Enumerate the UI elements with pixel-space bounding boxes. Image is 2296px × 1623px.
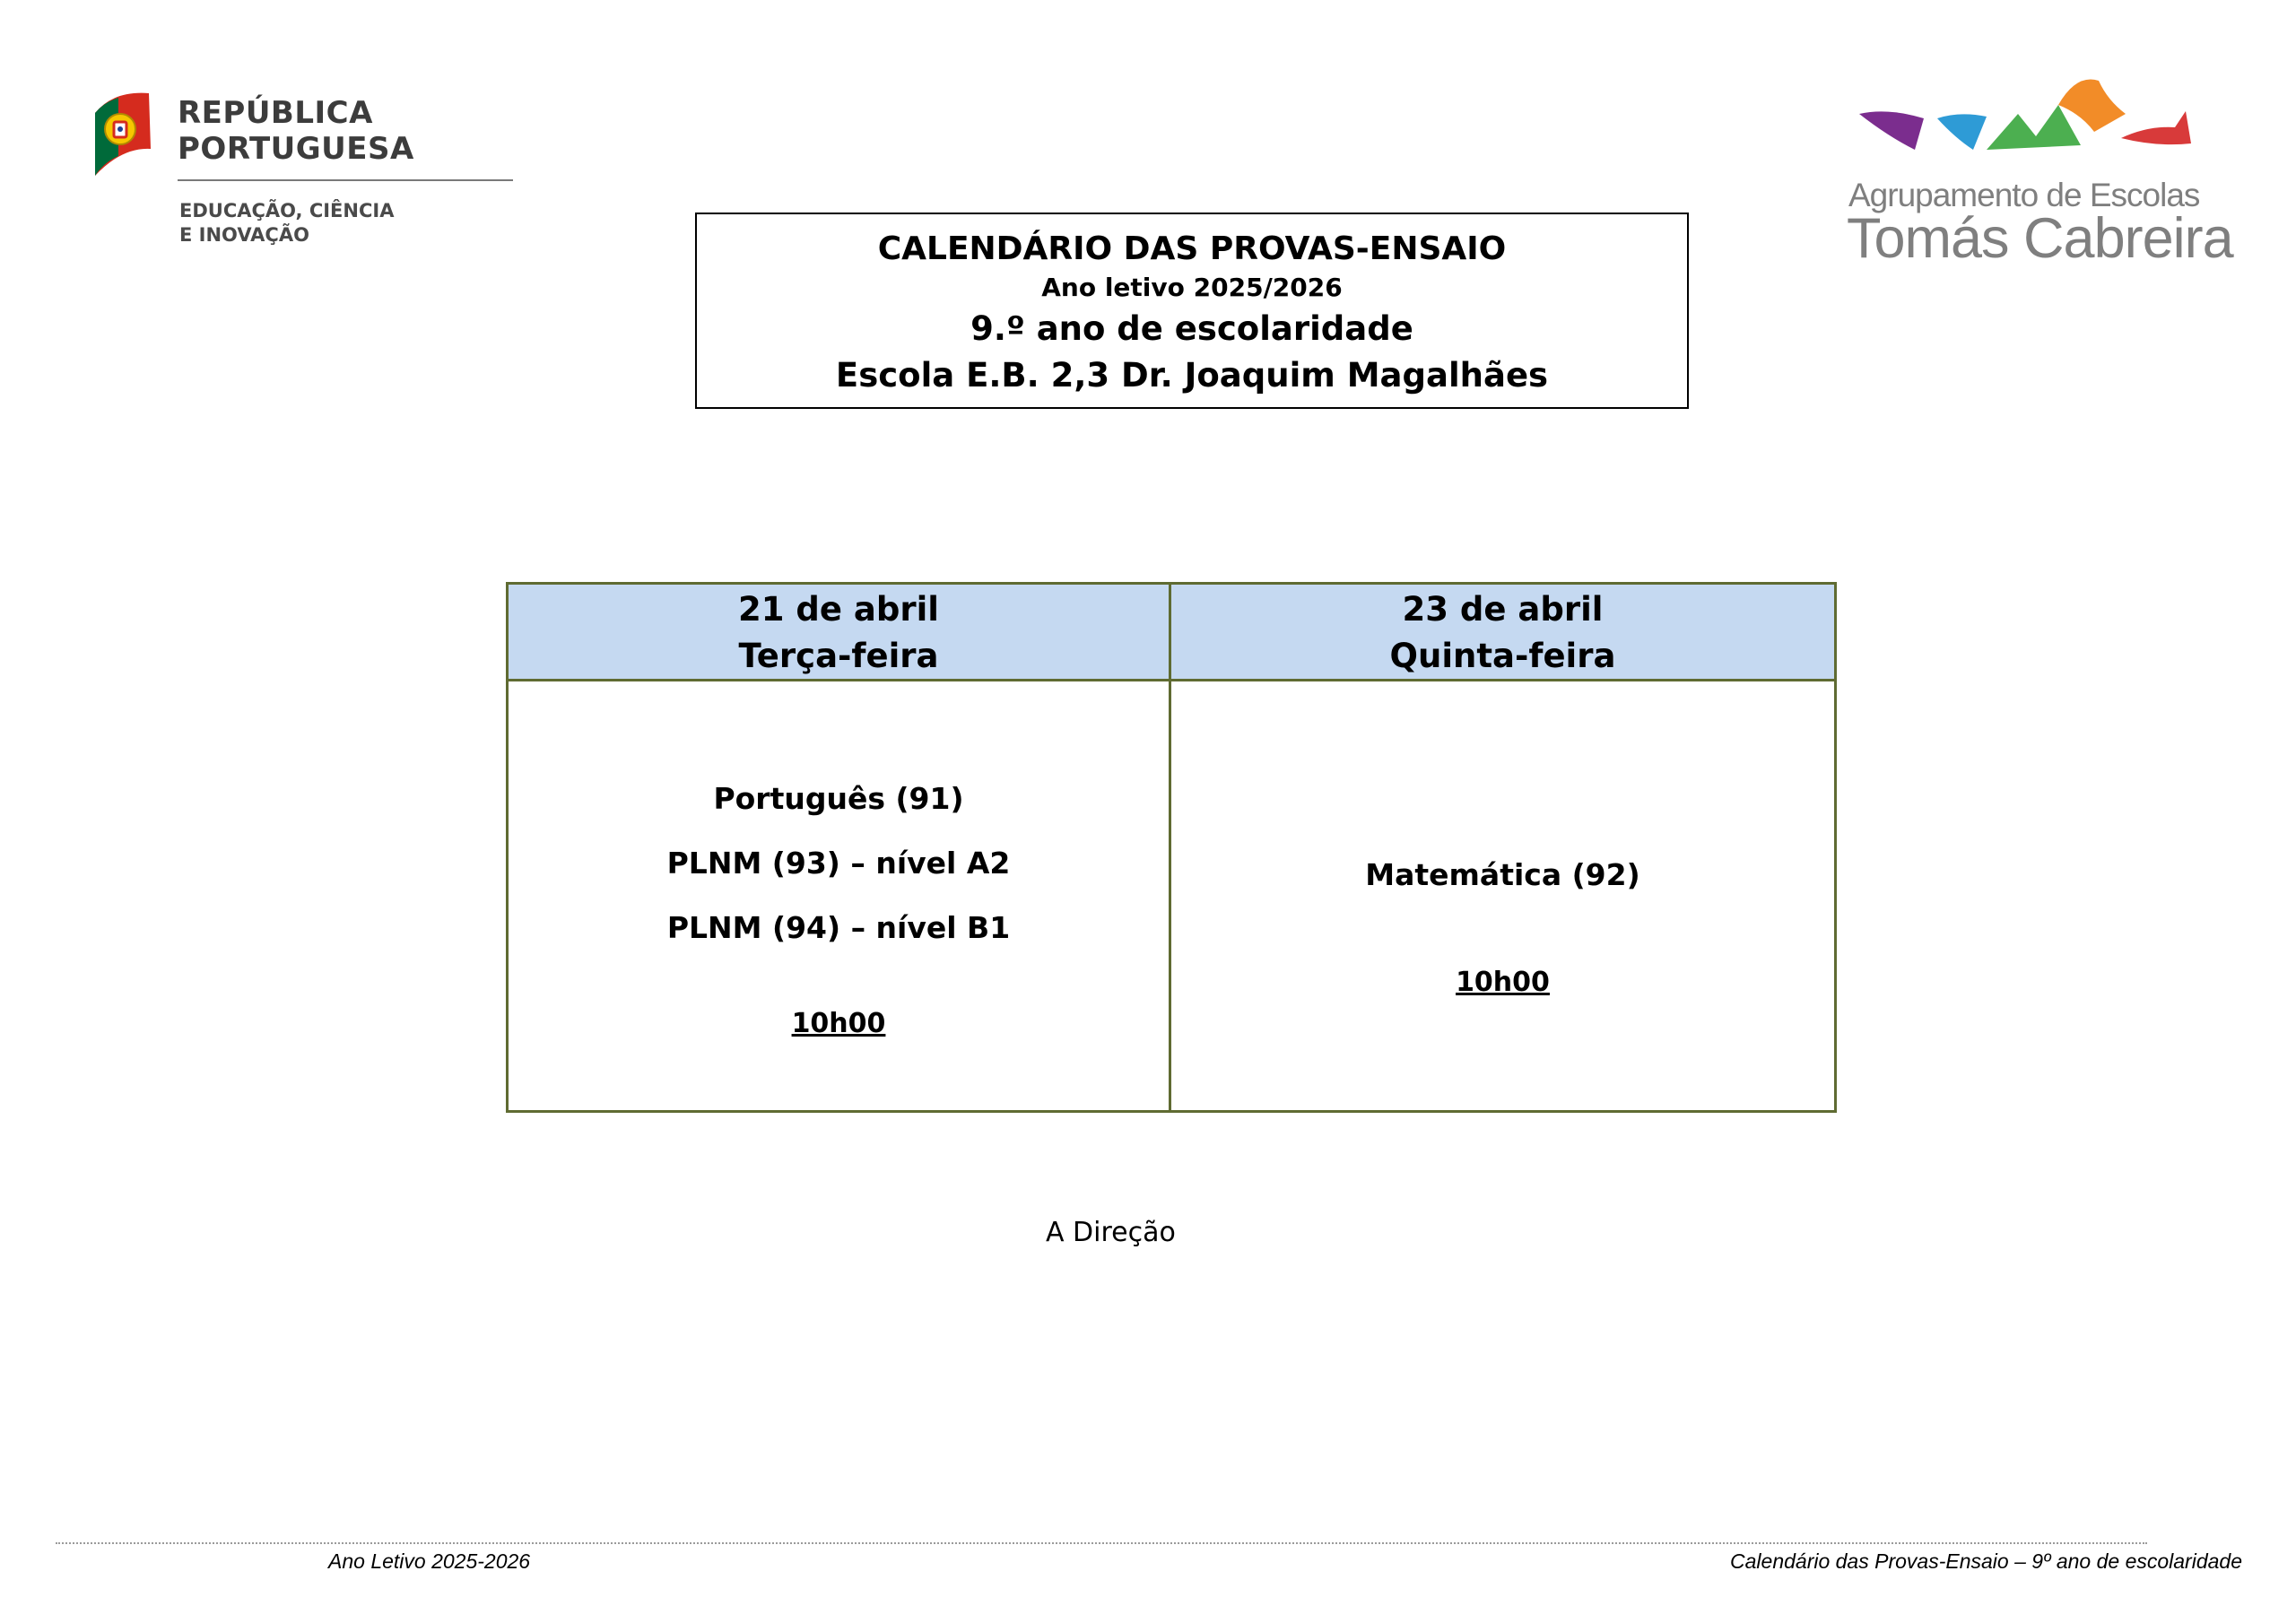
subject-item: Português (91) [713,781,964,816]
day2-weekday: Quinta-feira [1389,637,1616,675]
school-logo [1843,74,2233,271]
school-name: Escola E.B. 2,3 Dr. Joaquim Magalhães [835,356,1549,395]
subject-item: Matemática (92) [1365,857,1640,892]
day1-weekday: Terça-feira [738,637,939,675]
school-year: Ano letivo 2025/2026 [1041,273,1343,302]
subject-item: PLNM (93) – nível A2 [666,846,1011,881]
republica-portuguesa-logo [86,86,445,265]
column-body-day2 [1171,681,1834,1110]
footer-school-year: Ano Letivo 2025-2026 [328,1549,531,1573]
grade-level: 9.º ano de escolaridade [970,309,1413,348]
gov-ministry: EDUCAÇÃO, CIÊNCIA E INOVAÇÃO [179,200,395,246]
gov-logo-divider [178,179,513,181]
day2-subjects [1171,843,1834,907]
column-body-day1 [509,681,1171,1110]
day1-date: 21 de abril [738,590,939,629]
day2-time: 10h00 [1456,967,1550,998]
document-title: CALENDÁRIO DAS PROVAS-ENSAIO [877,230,1507,267]
portuguese-flag-icon [86,86,156,185]
footer-document-title: Calendário das Provas-Ensaio – 9º ano de escolaridade [1730,1549,2242,1573]
school-flags-icon [1852,74,2202,172]
exam-schedule-table [506,582,1837,1113]
signature: A Direção [1046,1217,1176,1248]
school-name-line1: Agrupamento de Escolas [1848,177,2200,213]
subject-item: PLNM (94) – nível B1 [666,910,1011,945]
day1-time: 10h00 [791,1008,886,1039]
column-header-day1 [509,585,1171,681]
gov-name: REPÚBLICA PORTUGUESA [178,95,414,167]
title-box [695,213,1689,409]
footer-divider [56,1542,2147,1545]
day2-date: 23 de abril [1402,590,1604,629]
column-header-day2 [1171,585,1834,681]
school-name-line2: Tomás Cabreira [1847,207,2233,270]
day1-subjects [509,767,1169,960]
